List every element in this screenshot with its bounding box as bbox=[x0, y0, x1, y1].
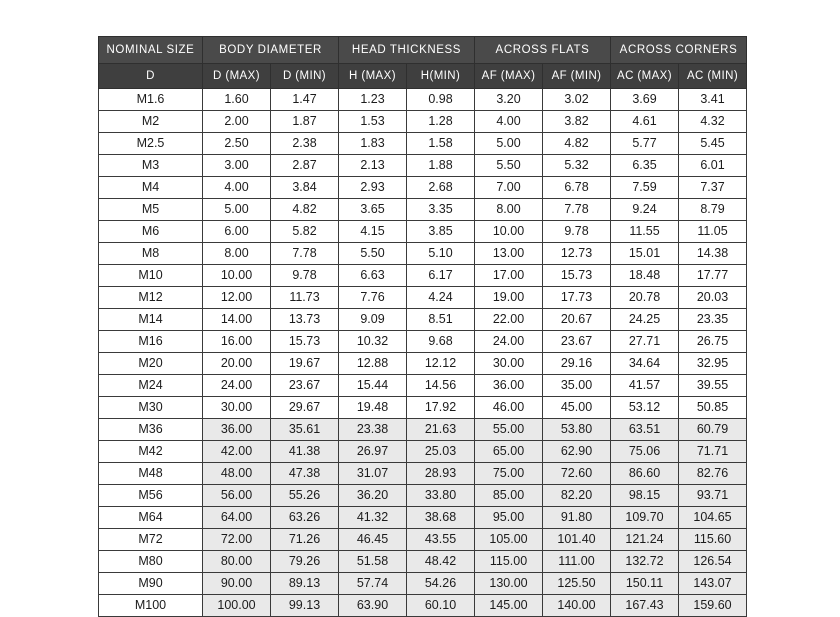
cell-ac-max: 4.61 bbox=[611, 111, 679, 133]
cell-af-max: 5.50 bbox=[475, 155, 543, 177]
cell-af-max: 8.00 bbox=[475, 199, 543, 221]
sub-header-d-max: D (MAX) bbox=[203, 64, 271, 89]
cell-h-min: 17.92 bbox=[407, 397, 475, 419]
cell-ac-min: 11.05 bbox=[679, 221, 747, 243]
cell-ac-min: 104.65 bbox=[679, 507, 747, 529]
cell-h-min: 33.80 bbox=[407, 485, 475, 507]
cell-d-min: 5.82 bbox=[271, 221, 339, 243]
sub-header-af-min: AF (MIN) bbox=[543, 64, 611, 89]
cell-ac-min: 23.35 bbox=[679, 309, 747, 331]
cell-ac-min: 20.03 bbox=[679, 287, 747, 309]
cell-h-max: 4.15 bbox=[339, 221, 407, 243]
cell-ac-max: 75.06 bbox=[611, 441, 679, 463]
table-row bbox=[99, 243, 747, 265]
cell-nominal-size: M42 bbox=[99, 441, 203, 463]
cell-nominal-size: M4 bbox=[99, 177, 203, 199]
cell-af-min: 5.32 bbox=[543, 155, 611, 177]
cell-ac-max: 18.48 bbox=[611, 265, 679, 287]
cell-d-max: 2.00 bbox=[203, 111, 271, 133]
cell-af-min: 140.00 bbox=[543, 595, 611, 617]
cell-af-min: 20.67 bbox=[543, 309, 611, 331]
cell-nominal-size: M72 bbox=[99, 529, 203, 551]
cell-af-max: 36.00 bbox=[475, 375, 543, 397]
cell-d-max: 56.00 bbox=[203, 485, 271, 507]
cell-h-min: 4.24 bbox=[407, 287, 475, 309]
cell-ac-max: 167.43 bbox=[611, 595, 679, 617]
cell-d-max: 10.00 bbox=[203, 265, 271, 287]
cell-af-min: 3.02 bbox=[543, 89, 611, 111]
cell-h-max: 23.38 bbox=[339, 419, 407, 441]
cell-d-max: 80.00 bbox=[203, 551, 271, 573]
cell-h-max: 6.63 bbox=[339, 265, 407, 287]
cell-h-min: 3.85 bbox=[407, 221, 475, 243]
cell-nominal-size: M8 bbox=[99, 243, 203, 265]
cell-ac-max: 9.24 bbox=[611, 199, 679, 221]
cell-af-max: 3.20 bbox=[475, 89, 543, 111]
cell-af-min: 72.60 bbox=[543, 463, 611, 485]
cell-af-max: 145.00 bbox=[475, 595, 543, 617]
cell-nominal-size: M48 bbox=[99, 463, 203, 485]
cell-ac-min: 5.45 bbox=[679, 133, 747, 155]
sub-header-ac-min: AC (MIN) bbox=[679, 64, 747, 89]
cell-nominal-size: M6 bbox=[99, 221, 203, 243]
cell-nominal-size: M80 bbox=[99, 551, 203, 573]
cell-h-min: 60.10 bbox=[407, 595, 475, 617]
cell-nominal-size: M2 bbox=[99, 111, 203, 133]
cell-h-max: 19.48 bbox=[339, 397, 407, 419]
cell-nominal-size: M10 bbox=[99, 265, 203, 287]
cell-h-min: 2.68 bbox=[407, 177, 475, 199]
cell-d-max: 4.00 bbox=[203, 177, 271, 199]
cell-d-max: 16.00 bbox=[203, 331, 271, 353]
group-header-head-thickness: HEAD THICKNESS bbox=[339, 37, 475, 64]
cell-h-min: 48.42 bbox=[407, 551, 475, 573]
cell-af-min: 4.82 bbox=[543, 133, 611, 155]
cell-af-min: 45.00 bbox=[543, 397, 611, 419]
cell-d-min: 13.73 bbox=[271, 309, 339, 331]
cell-nominal-size: M30 bbox=[99, 397, 203, 419]
cell-d-max: 2.50 bbox=[203, 133, 271, 155]
cell-d-max: 42.00 bbox=[203, 441, 271, 463]
cell-d-min: 35.61 bbox=[271, 419, 339, 441]
cell-h-max: 36.20 bbox=[339, 485, 407, 507]
cell-d-min: 11.73 bbox=[271, 287, 339, 309]
cell-ac-max: 24.25 bbox=[611, 309, 679, 331]
sub-header-row bbox=[99, 64, 747, 89]
group-header-across-flats: ACROSS FLATS bbox=[475, 37, 611, 64]
cell-d-max: 30.00 bbox=[203, 397, 271, 419]
cell-d-max: 36.00 bbox=[203, 419, 271, 441]
cell-ac-max: 86.60 bbox=[611, 463, 679, 485]
cell-h-max: 46.45 bbox=[339, 529, 407, 551]
cell-ac-min: 14.38 bbox=[679, 243, 747, 265]
cell-ac-min: 82.76 bbox=[679, 463, 747, 485]
cell-h-min: 12.12 bbox=[407, 353, 475, 375]
cell-af-min: 35.00 bbox=[543, 375, 611, 397]
cell-ac-min: 71.71 bbox=[679, 441, 747, 463]
table-row bbox=[99, 595, 747, 617]
cell-nominal-size: M90 bbox=[99, 573, 203, 595]
cell-ac-max: 5.77 bbox=[611, 133, 679, 155]
table-row bbox=[99, 155, 747, 177]
table-body bbox=[99, 89, 747, 617]
cell-d-min: 23.67 bbox=[271, 375, 339, 397]
cell-h-max: 1.53 bbox=[339, 111, 407, 133]
cell-h-max: 31.07 bbox=[339, 463, 407, 485]
cell-d-min: 47.38 bbox=[271, 463, 339, 485]
cell-af-min: 15.73 bbox=[543, 265, 611, 287]
cell-af-max: 22.00 bbox=[475, 309, 543, 331]
cell-af-min: 6.78 bbox=[543, 177, 611, 199]
spec-table-container bbox=[98, 36, 746, 617]
cell-d-min: 29.67 bbox=[271, 397, 339, 419]
cell-af-max: 85.00 bbox=[475, 485, 543, 507]
table-row bbox=[99, 331, 747, 353]
cell-ac-min: 143.07 bbox=[679, 573, 747, 595]
cell-d-max: 1.60 bbox=[203, 89, 271, 111]
cell-h-min: 21.63 bbox=[407, 419, 475, 441]
cell-ac-max: 15.01 bbox=[611, 243, 679, 265]
cell-h-min: 28.93 bbox=[407, 463, 475, 485]
cell-d-min: 99.13 bbox=[271, 595, 339, 617]
table-row bbox=[99, 419, 747, 441]
table-row bbox=[99, 265, 747, 287]
cell-af-max: 55.00 bbox=[475, 419, 543, 441]
cell-ac-min: 17.77 bbox=[679, 265, 747, 287]
cell-af-max: 105.00 bbox=[475, 529, 543, 551]
cell-h-max: 3.65 bbox=[339, 199, 407, 221]
cell-h-min: 1.58 bbox=[407, 133, 475, 155]
table-row bbox=[99, 199, 747, 221]
cell-h-min: 1.88 bbox=[407, 155, 475, 177]
cell-ac-min: 159.60 bbox=[679, 595, 747, 617]
cell-af-max: 5.00 bbox=[475, 133, 543, 155]
cell-d-max: 100.00 bbox=[203, 595, 271, 617]
cell-h-max: 10.32 bbox=[339, 331, 407, 353]
cell-nominal-size: M3 bbox=[99, 155, 203, 177]
cell-h-max: 12.88 bbox=[339, 353, 407, 375]
table-head bbox=[99, 37, 747, 89]
cell-ac-max: 132.72 bbox=[611, 551, 679, 573]
sub-header-h-max: H (MAX) bbox=[339, 64, 407, 89]
table-row bbox=[99, 375, 747, 397]
cell-ac-min: 6.01 bbox=[679, 155, 747, 177]
cell-af-min: 12.73 bbox=[543, 243, 611, 265]
cell-d-min: 1.87 bbox=[271, 111, 339, 133]
cell-h-min: 3.35 bbox=[407, 199, 475, 221]
cell-af-max: 46.00 bbox=[475, 397, 543, 419]
cell-nominal-size: M36 bbox=[99, 419, 203, 441]
cell-ac-max: 53.12 bbox=[611, 397, 679, 419]
cell-nominal-size: M14 bbox=[99, 309, 203, 331]
cell-d-min: 2.87 bbox=[271, 155, 339, 177]
table-row bbox=[99, 529, 747, 551]
table-row bbox=[99, 89, 747, 111]
table-row bbox=[99, 111, 747, 133]
cell-ac-min: 60.79 bbox=[679, 419, 747, 441]
cell-ac-max: 121.24 bbox=[611, 529, 679, 551]
cell-af-max: 30.00 bbox=[475, 353, 543, 375]
cell-d-max: 90.00 bbox=[203, 573, 271, 595]
cell-h-max: 5.50 bbox=[339, 243, 407, 265]
cell-h-min: 14.56 bbox=[407, 375, 475, 397]
cell-ac-max: 63.51 bbox=[611, 419, 679, 441]
cell-d-min: 15.73 bbox=[271, 331, 339, 353]
cell-h-min: 38.68 bbox=[407, 507, 475, 529]
cell-h-max: 51.58 bbox=[339, 551, 407, 573]
cell-ac-min: 26.75 bbox=[679, 331, 747, 353]
sub-header-d: D bbox=[99, 64, 203, 89]
cell-ac-max: 109.70 bbox=[611, 507, 679, 529]
cell-ac-min: 50.85 bbox=[679, 397, 747, 419]
cell-ac-min: 39.55 bbox=[679, 375, 747, 397]
cell-d-min: 55.26 bbox=[271, 485, 339, 507]
table-row bbox=[99, 485, 747, 507]
table-row bbox=[99, 573, 747, 595]
group-header-nominal-size: NOMINAL SIZE bbox=[99, 37, 203, 64]
table-row bbox=[99, 397, 747, 419]
cell-af-max: 19.00 bbox=[475, 287, 543, 309]
cell-af-min: 23.67 bbox=[543, 331, 611, 353]
cell-ac-max: 150.11 bbox=[611, 573, 679, 595]
cell-d-min: 71.26 bbox=[271, 529, 339, 551]
cell-h-max: 2.13 bbox=[339, 155, 407, 177]
cell-d-max: 24.00 bbox=[203, 375, 271, 397]
cell-h-min: 1.28 bbox=[407, 111, 475, 133]
cell-h-max: 15.44 bbox=[339, 375, 407, 397]
cell-d-min: 2.38 bbox=[271, 133, 339, 155]
cell-d-max: 14.00 bbox=[203, 309, 271, 331]
group-header-body-diameter: BODY DIAMETER bbox=[203, 37, 339, 64]
cell-ac-min: 4.32 bbox=[679, 111, 747, 133]
cell-af-max: 95.00 bbox=[475, 507, 543, 529]
cell-d-min: 9.78 bbox=[271, 265, 339, 287]
table-row bbox=[99, 463, 747, 485]
table-row bbox=[99, 551, 747, 573]
table-row bbox=[99, 177, 747, 199]
cell-af-min: 82.20 bbox=[543, 485, 611, 507]
cell-d-max: 8.00 bbox=[203, 243, 271, 265]
cell-af-min: 62.90 bbox=[543, 441, 611, 463]
cell-h-max: 7.76 bbox=[339, 287, 407, 309]
cell-d-min: 63.26 bbox=[271, 507, 339, 529]
cell-nominal-size: M12 bbox=[99, 287, 203, 309]
table-row bbox=[99, 441, 747, 463]
cell-d-max: 12.00 bbox=[203, 287, 271, 309]
cell-af-min: 7.78 bbox=[543, 199, 611, 221]
cell-ac-min: 115.60 bbox=[679, 529, 747, 551]
cell-af-max: 75.00 bbox=[475, 463, 543, 485]
cell-d-max: 3.00 bbox=[203, 155, 271, 177]
table-row bbox=[99, 133, 747, 155]
cell-af-max: 115.00 bbox=[475, 551, 543, 573]
cell-ac-max: 34.64 bbox=[611, 353, 679, 375]
cell-ac-max: 98.15 bbox=[611, 485, 679, 507]
cell-ac-min: 93.71 bbox=[679, 485, 747, 507]
group-header-across-corners: ACROSS CORNERS bbox=[611, 37, 747, 64]
cell-ac-max: 41.57 bbox=[611, 375, 679, 397]
cell-h-max: 57.74 bbox=[339, 573, 407, 595]
table-row bbox=[99, 309, 747, 331]
cell-h-min: 5.10 bbox=[407, 243, 475, 265]
cell-nominal-size: M1.6 bbox=[99, 89, 203, 111]
cell-d-max: 6.00 bbox=[203, 221, 271, 243]
cell-af-max: 13.00 bbox=[475, 243, 543, 265]
cell-h-min: 8.51 bbox=[407, 309, 475, 331]
cell-d-max: 5.00 bbox=[203, 199, 271, 221]
table-row bbox=[99, 287, 747, 309]
group-header-row bbox=[99, 37, 747, 64]
cell-d-min: 79.26 bbox=[271, 551, 339, 573]
table-row bbox=[99, 353, 747, 375]
cell-af-max: 130.00 bbox=[475, 573, 543, 595]
cell-af-min: 9.78 bbox=[543, 221, 611, 243]
cell-nominal-size: M100 bbox=[99, 595, 203, 617]
cell-h-min: 43.55 bbox=[407, 529, 475, 551]
cell-nominal-size: M56 bbox=[99, 485, 203, 507]
cell-h-min: 6.17 bbox=[407, 265, 475, 287]
cell-af-min: 53.80 bbox=[543, 419, 611, 441]
cell-h-max: 41.32 bbox=[339, 507, 407, 529]
cell-ac-max: 3.69 bbox=[611, 89, 679, 111]
cell-nominal-size: M5 bbox=[99, 199, 203, 221]
cell-af-min: 111.00 bbox=[543, 551, 611, 573]
cell-h-max: 9.09 bbox=[339, 309, 407, 331]
cell-d-max: 48.00 bbox=[203, 463, 271, 485]
cell-d-max: 20.00 bbox=[203, 353, 271, 375]
cell-h-max: 63.90 bbox=[339, 595, 407, 617]
sub-header-af-max: AF (MAX) bbox=[475, 64, 543, 89]
cell-af-min: 91.80 bbox=[543, 507, 611, 529]
cell-d-min: 3.84 bbox=[271, 177, 339, 199]
cell-nominal-size: M2.5 bbox=[99, 133, 203, 155]
cell-nominal-size: M16 bbox=[99, 331, 203, 353]
cell-h-max: 1.23 bbox=[339, 89, 407, 111]
cell-h-max: 1.83 bbox=[339, 133, 407, 155]
fastener-dimension-table bbox=[98, 36, 747, 617]
cell-af-max: 24.00 bbox=[475, 331, 543, 353]
cell-h-max: 2.93 bbox=[339, 177, 407, 199]
cell-af-max: 10.00 bbox=[475, 221, 543, 243]
cell-nominal-size: M24 bbox=[99, 375, 203, 397]
table-row bbox=[99, 507, 747, 529]
cell-af-min: 29.16 bbox=[543, 353, 611, 375]
cell-ac-max: 27.71 bbox=[611, 331, 679, 353]
table-row bbox=[99, 221, 747, 243]
cell-d-max: 72.00 bbox=[203, 529, 271, 551]
cell-nominal-size: M64 bbox=[99, 507, 203, 529]
cell-ac-min: 126.54 bbox=[679, 551, 747, 573]
cell-af-min: 17.73 bbox=[543, 287, 611, 309]
cell-af-max: 7.00 bbox=[475, 177, 543, 199]
cell-d-min: 19.67 bbox=[271, 353, 339, 375]
cell-af-max: 4.00 bbox=[475, 111, 543, 133]
cell-af-max: 17.00 bbox=[475, 265, 543, 287]
cell-d-min: 4.82 bbox=[271, 199, 339, 221]
cell-af-min: 125.50 bbox=[543, 573, 611, 595]
cell-ac-max: 20.78 bbox=[611, 287, 679, 309]
cell-d-min: 7.78 bbox=[271, 243, 339, 265]
cell-ac-min: 8.79 bbox=[679, 199, 747, 221]
cell-h-max: 26.97 bbox=[339, 441, 407, 463]
cell-h-min: 54.26 bbox=[407, 573, 475, 595]
cell-d-min: 89.13 bbox=[271, 573, 339, 595]
cell-d-min: 41.38 bbox=[271, 441, 339, 463]
cell-ac-min: 3.41 bbox=[679, 89, 747, 111]
cell-af-max: 65.00 bbox=[475, 441, 543, 463]
cell-d-min: 1.47 bbox=[271, 89, 339, 111]
cell-nominal-size: M20 bbox=[99, 353, 203, 375]
cell-ac-max: 7.59 bbox=[611, 177, 679, 199]
cell-d-max: 64.00 bbox=[203, 507, 271, 529]
cell-h-min: 0.98 bbox=[407, 89, 475, 111]
cell-af-min: 101.40 bbox=[543, 529, 611, 551]
cell-ac-min: 32.95 bbox=[679, 353, 747, 375]
sub-header-h-min: H(MIN) bbox=[407, 64, 475, 89]
cell-h-min: 9.68 bbox=[407, 331, 475, 353]
cell-ac-min: 7.37 bbox=[679, 177, 747, 199]
cell-h-min: 25.03 bbox=[407, 441, 475, 463]
sub-header-ac-max: AC (MAX) bbox=[611, 64, 679, 89]
cell-ac-max: 6.35 bbox=[611, 155, 679, 177]
sub-header-d-min: D (MIN) bbox=[271, 64, 339, 89]
cell-af-min: 3.82 bbox=[543, 111, 611, 133]
cell-ac-max: 11.55 bbox=[611, 221, 679, 243]
